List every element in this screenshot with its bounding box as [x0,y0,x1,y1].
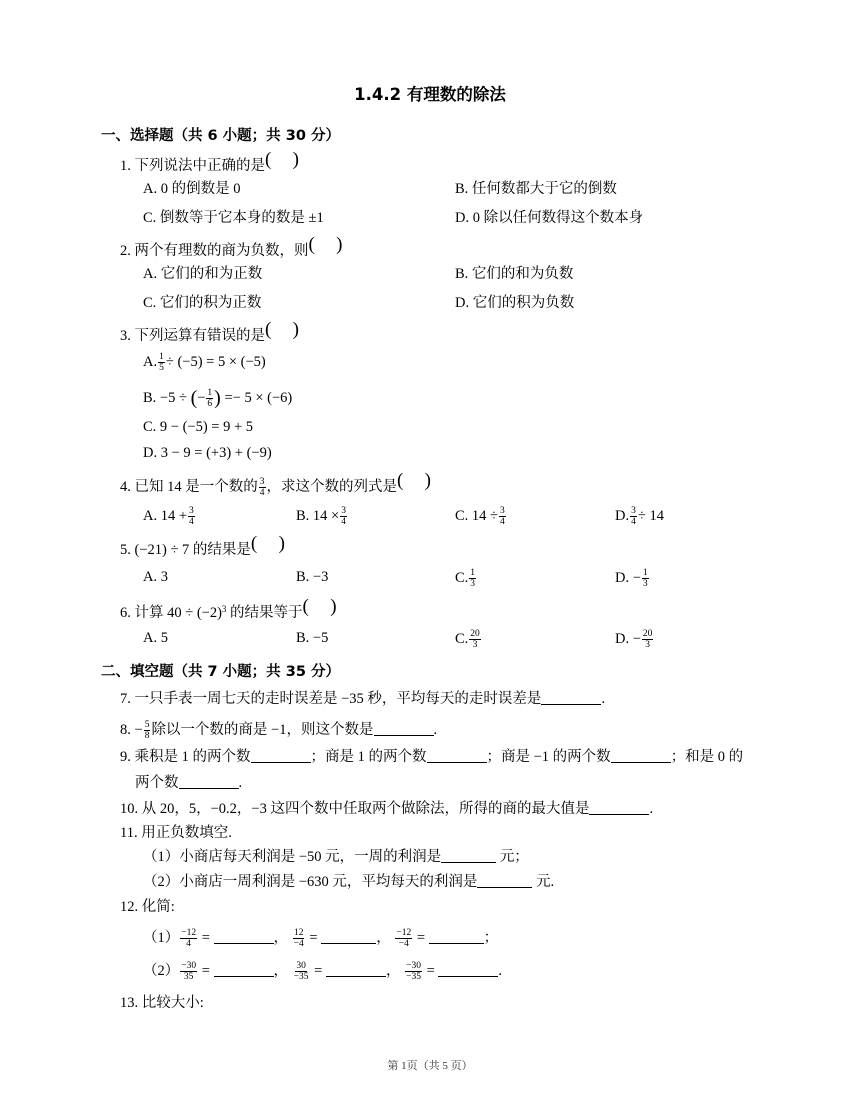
q1-option-c: C. 倒数等于它本身的数是 ±1 [143,210,324,226]
question-12: 12. 化简: [120,899,175,915]
q3-option-d: D. 3 − 9 = (+3) + (−9) [143,445,272,461]
fraction: $\frac{3}{4}$ [259,477,265,499]
question-2: 2. 两个有理数的商为负数，则( ) [120,240,343,260]
answer-paren [265,155,299,173]
q6-option-d: D. − $\frac{20}{3}$ [615,629,653,650]
question-8: 8. − $\frac{5}{8}$ 除以一个数的商是 −1，则这个数是 . [120,720,438,741]
q5-option-c: C. $\frac{1}{3}$ [455,568,476,589]
q3-option-b: B. −5 ÷ (− $\frac{1}{6}$ ) =− 5 × (−6) [143,386,293,409]
question-4: 4. 已知 14 是一个数的 $\frac{3}{4}$ ，求这个数的列式是( ) [120,476,431,498]
q11-part-1: （1）小商店每天利润是 −50 元，一周的利润是 元； [143,849,529,865]
question-11: 11. 用正负数填空. [120,825,232,841]
answer-blank[interactable] [427,748,487,763]
fraction: $\frac{-12}{-4}$ [396,928,412,949]
q1-option-d: D. 0 除以任何数得这个数本身 [455,210,644,226]
question-1: 1. 下列说法中正确的是( ) [120,155,299,175]
question-5: 5. (−21) ÷ 7 的结果是( ) [120,539,285,559]
q6-option-c: C. $\frac{20}{3}$ [455,629,480,650]
q1-option-a: A. 0 的倒数是 0 [143,181,241,197]
question-7: 7. 一只手表一周七天的走时误差是 −35 秒，平均每天的走时误差是 . [120,691,606,707]
fraction: $\frac{3}{4}$ [631,506,636,527]
question-3: 3. 下列运算有错误的是( ) [120,325,299,345]
section-heading-fill: 二、填空题（共 7 小题；共 35 分） [101,664,340,680]
fraction: $\frac{-30}{-35}$ [406,961,421,982]
answer-blank[interactable] [477,873,532,888]
fraction: $\frac{30}{-35}$ [293,961,309,982]
answer-paren [397,476,431,494]
fraction: $\frac{3}{4}$ [500,506,505,527]
fraction: $\frac{1}{3}$ [470,568,476,589]
answer-blank[interactable] [374,721,434,736]
q2-option-d: D. 它们的积为负数 [455,295,575,311]
question-10: 10. 从 20，5，−0.2，−3 这四个数中任取两个做除法，所得的商的最大值是 . [120,801,654,817]
fraction: $\frac{5}{8}$ [144,720,150,741]
fraction: $\frac{-30}{35}$ [181,961,197,982]
fraction: $\frac{-12}{4}$ [181,928,197,949]
answer-paren [309,240,343,258]
section-heading-choice: 一、选择题（共 6 小题；共 30 分） [101,128,340,144]
q1-option-b: B. 任何数都大于它的倒数 [455,181,617,197]
q5-option-b: B. −3 [296,569,329,585]
answer-paren [265,325,299,343]
q2-option-a: A. 它们的和为正数 [143,266,263,282]
q2-option-c: C. 它们的积为正数 [143,295,262,311]
q4-option-d: D. $\frac{3}{4}$ ÷ 14 [615,506,664,527]
answer-paren [251,539,285,557]
answer-blank[interactable] [438,962,498,977]
page-footer: 第 1页（共 5 页） [387,1060,473,1072]
fraction: $\frac{3}{4}$ [341,506,346,527]
answer-blank[interactable] [611,748,671,763]
fraction: $\frac{3}{4}$ [189,506,194,527]
q5-option-a: A. 3 [143,569,168,585]
q4-option-a: A. 14 + $\frac{3}{4}$ [143,506,194,527]
q6-option-a: A. 5 [143,630,168,646]
fraction: $\frac{1}{5}$ [159,352,164,373]
q12-part-1: （1） $\frac{-12}{4}$ = ， $\frac{12}{-4}$ = ， $\frac{-12}{-4}$ = ； [143,928,499,949]
answer-blank[interactable] [214,962,274,977]
answer-blank[interactable] [541,690,601,705]
fraction: $\frac{1}{3}$ [642,568,648,589]
answer-blank[interactable] [326,962,386,977]
answer-blank[interactable] [251,748,311,763]
q11-part-2: （2）小商店一周利润是 −630 元，平均每天的利润是 元. [143,874,555,890]
question-13: 13. 比较大小: [120,995,204,1011]
q3-option-a: A. $\frac{1}{5}$ ÷ (−5) = 5 × (−5) [143,352,266,373]
answer-blank[interactable] [429,929,484,944]
question-9: 9. 乘积是 1 的两个数 ；商是 1 的两个数 ；商是 −1 的两个数 ；和是 0 的 [120,749,744,765]
question-9-cont: 两个数 . [135,775,243,791]
fraction: $\frac{20}{3}$ [642,629,653,650]
fraction: $\frac{1}{6}$ [207,388,213,409]
q5-option-d: D. − $\frac{1}{3}$ [615,568,648,589]
answer-blank[interactable] [214,929,274,944]
answer-blank[interactable] [179,774,239,789]
q3-option-c: C. 9 − (−5) = 9 + 5 [143,419,254,435]
answer-paren [303,602,337,620]
q12-part-2: （2） $\frac{-30}{35}$ = ， $\frac{30}{-35}$ = ， $\frac{-30}{-35}$ = . [143,961,503,982]
question-6: 6. 计算 $40 \div (-2)^3$ 的结果等于( ) [120,600,337,622]
answer-blank[interactable] [589,800,649,815]
page-title: 1.4.2 有理数的除法 [354,85,506,104]
q4-option-c: C. 14 ÷ $\frac{3}{4}$ [455,506,505,527]
q2-option-b: B. 它们的和为负数 [455,266,574,282]
answer-blank[interactable] [441,848,496,863]
fraction: $\frac{12}{-4}$ [293,928,304,949]
q6-option-b: B. −5 [296,630,329,646]
fraction: $\frac{20}{3}$ [470,629,480,650]
answer-blank[interactable] [321,929,376,944]
q4-option-b: B. 14 × $\frac{3}{4}$ [296,506,346,527]
